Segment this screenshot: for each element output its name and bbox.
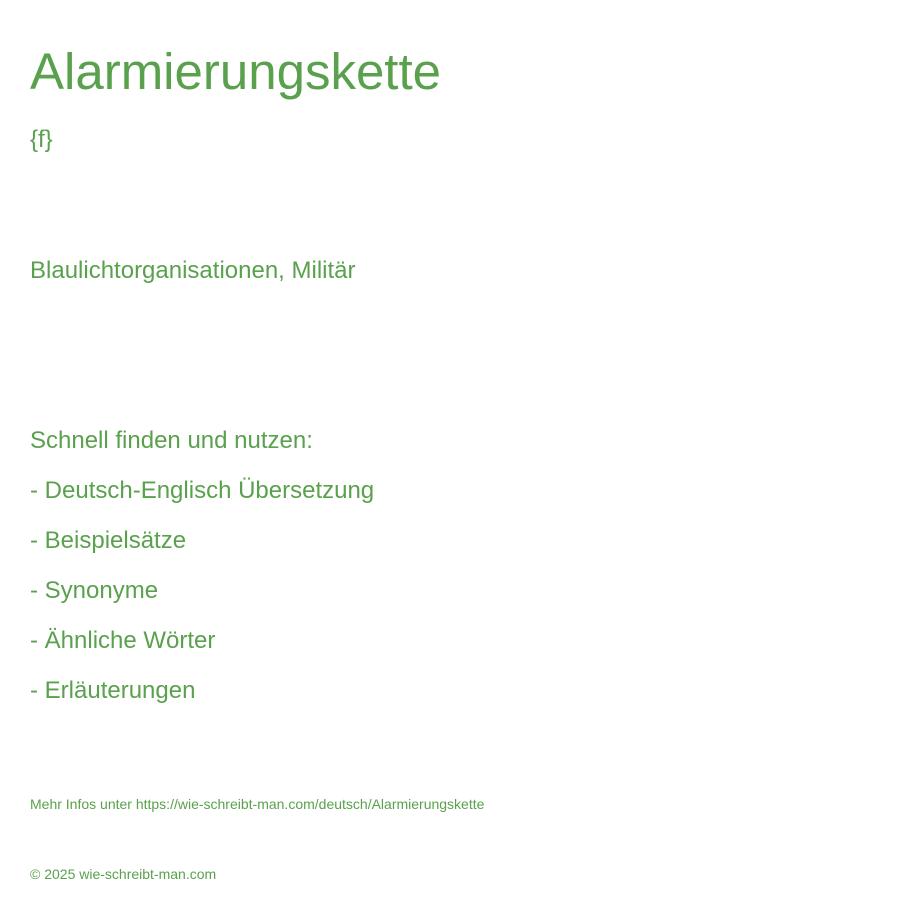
features-list <box>30 475 374 725</box>
page <box>30 0 870 900</box>
feature-item-similar-words: - Ähnliche Wörter <box>30 627 216 654</box>
feature-item-example-sentences: - Beispielsätze <box>30 527 187 554</box>
page-title: Alarmierungskette <box>30 43 442 100</box>
feature-item-translation: - Deutsch-Englisch Übersetzung <box>30 477 375 504</box>
features-heading: Schnell finden und nutzen: <box>30 427 313 454</box>
copyright-text: © 2025 wie-schreibt-man.com <box>30 866 217 882</box>
feature-item-explanations: - Erläuterungen <box>30 677 196 704</box>
category-label: Blaulichtorganisationen, Militär <box>30 257 356 284</box>
gender-label: {f} <box>30 126 53 153</box>
feature-item-synonyms: - Synonyme <box>30 577 159 604</box>
more-info-text: Mehr Infos unter https://wie-schreibt-man.com/deutsch/Alarmierungskette <box>30 796 485 812</box>
